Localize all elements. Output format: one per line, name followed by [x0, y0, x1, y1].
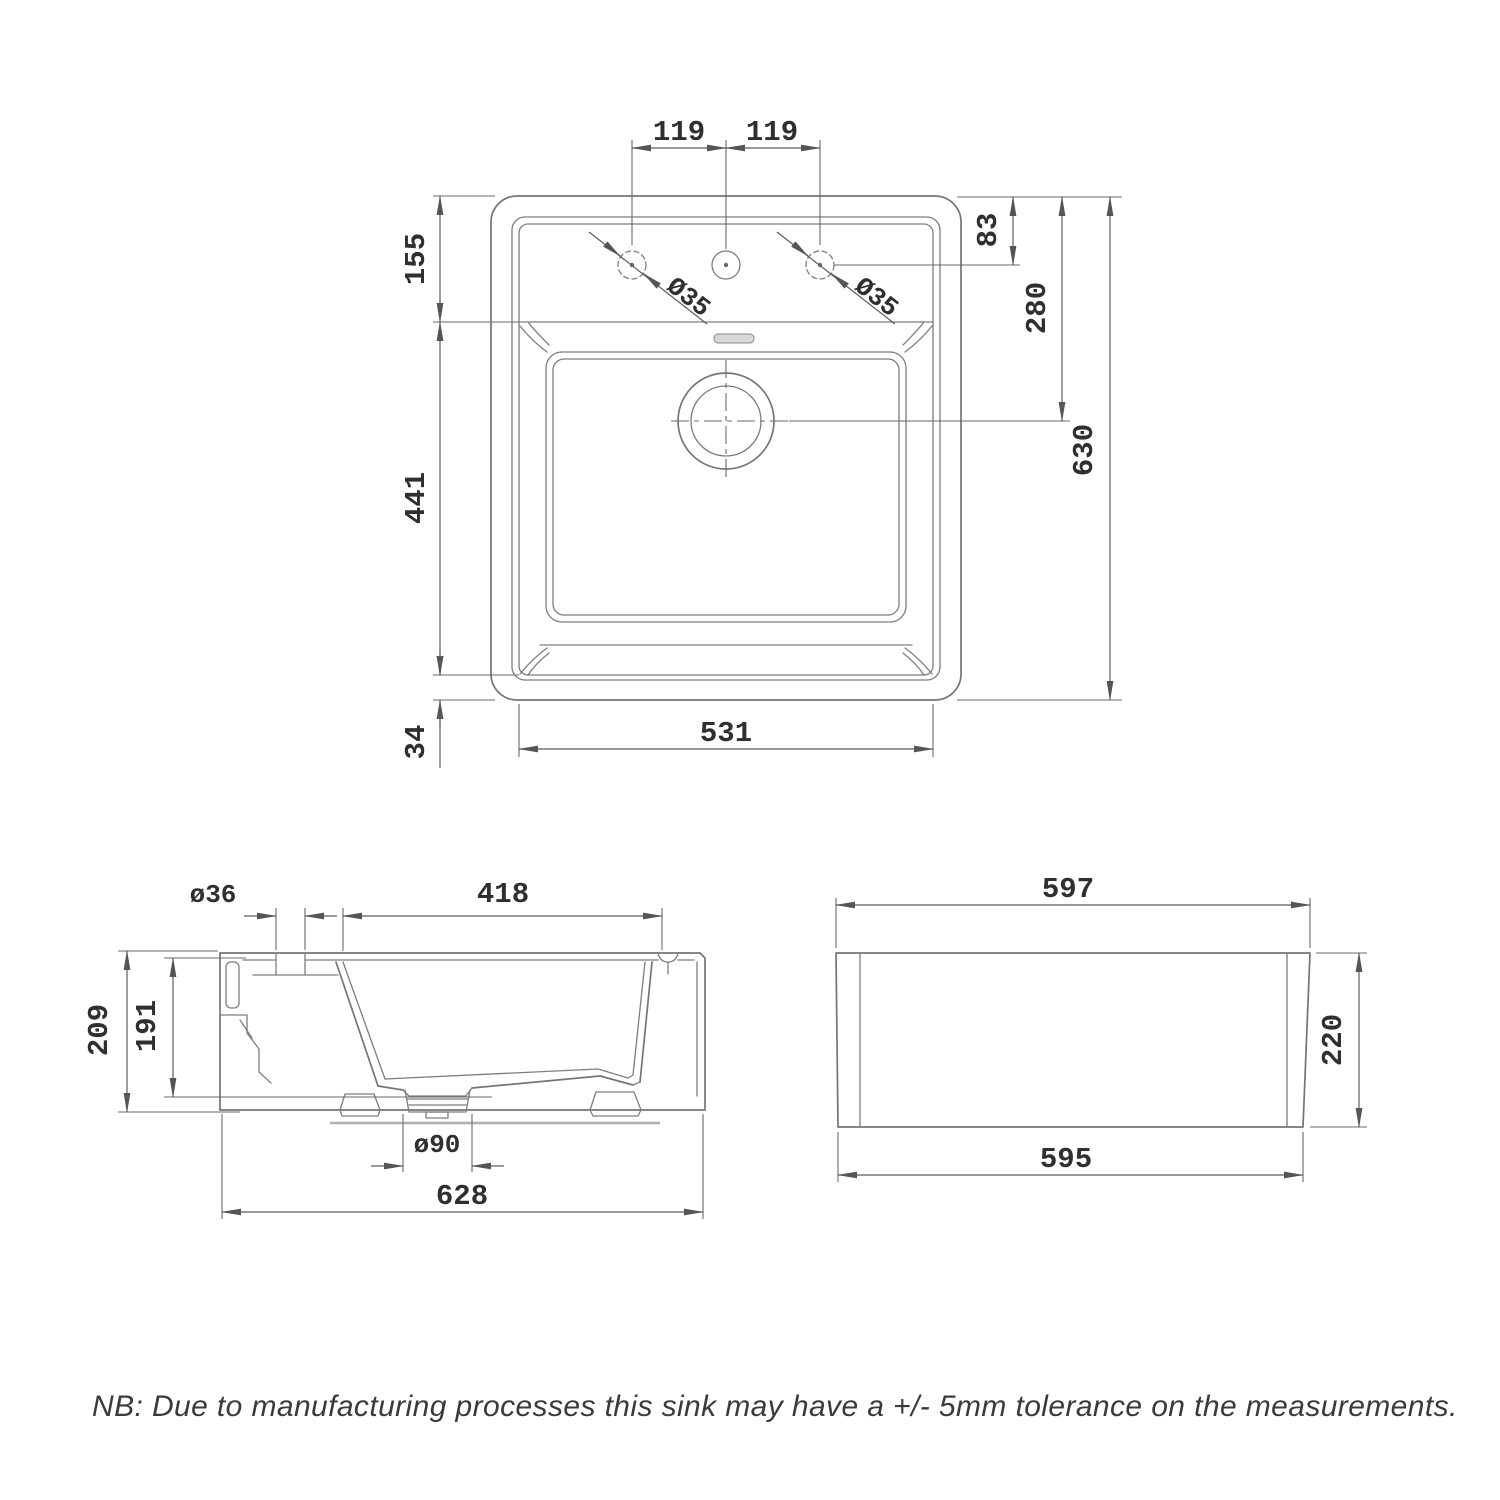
- dim-end-height-label: 220: [1317, 1013, 1350, 1067]
- dim-tap-spacing: [632, 116, 820, 249]
- dim-right-chain: [789, 197, 1122, 700]
- dim-inner-width: [519, 704, 933, 757]
- dim-bowl-depth-label: 191: [131, 999, 164, 1053]
- top-view: [400, 116, 1122, 768]
- end-view-outline: [836, 953, 1310, 1127]
- dim-overflow-dia-label: ø36: [189, 880, 237, 910]
- tap-holes: [589, 232, 904, 324]
- sink-foot-right: [590, 1092, 641, 1116]
- top-view-outline: [491, 196, 961, 700]
- dim-tap-hole-offset: 83: [972, 212, 1005, 248]
- dim-drain-dia-label: ø90: [413, 1130, 461, 1160]
- dim-tap-spacing-right: 119: [745, 116, 799, 149]
- dim-rim-width: 34: [400, 724, 433, 760]
- overflow-slot: [714, 334, 754, 343]
- dim-bowl-opening: [343, 878, 662, 951]
- dim-top-width: [836, 873, 1310, 948]
- dim-overall-length: 630: [1068, 423, 1101, 477]
- overflow-channel: [226, 962, 239, 1008]
- dim-tap-hole-dia-left: Ø35: [660, 271, 716, 324]
- dim-inner-width-label: 531: [699, 717, 753, 750]
- dim-bottom-width: [838, 1132, 1303, 1182]
- side-section-view: [83, 878, 705, 1219]
- dim-end-height: [1310, 953, 1367, 1127]
- dim-bowl-length: 441: [400, 471, 433, 525]
- dim-deck-depth: 155: [400, 232, 433, 286]
- dim-overflow-dia: [190, 880, 337, 950]
- dim-side-overall-length-label: 628: [435, 1180, 489, 1213]
- tolerance-note: NB: Due to manufacturing processes this sink may have a +/- 5mm tolerance on the measurements.: [92, 1390, 1458, 1423]
- dim-top-width-label: 597: [1041, 873, 1095, 906]
- drain-boss: [405, 1090, 470, 1112]
- dim-overall-height-label: 209: [83, 1003, 116, 1057]
- dim-drain-offset: 280: [1021, 281, 1054, 335]
- end-view: [836, 873, 1367, 1182]
- dim-left-chain: [400, 196, 519, 768]
- dim-bowl-opening-label: 418: [476, 878, 530, 911]
- dim-side-overall-length: [222, 1114, 703, 1219]
- dim-tap-hole-dia-right: Ø35: [848, 271, 904, 324]
- dim-tap-spacing-left: 119: [652, 116, 706, 149]
- drain-hole: [671, 360, 789, 482]
- dim-bottom-width-label: 595: [1039, 1143, 1093, 1176]
